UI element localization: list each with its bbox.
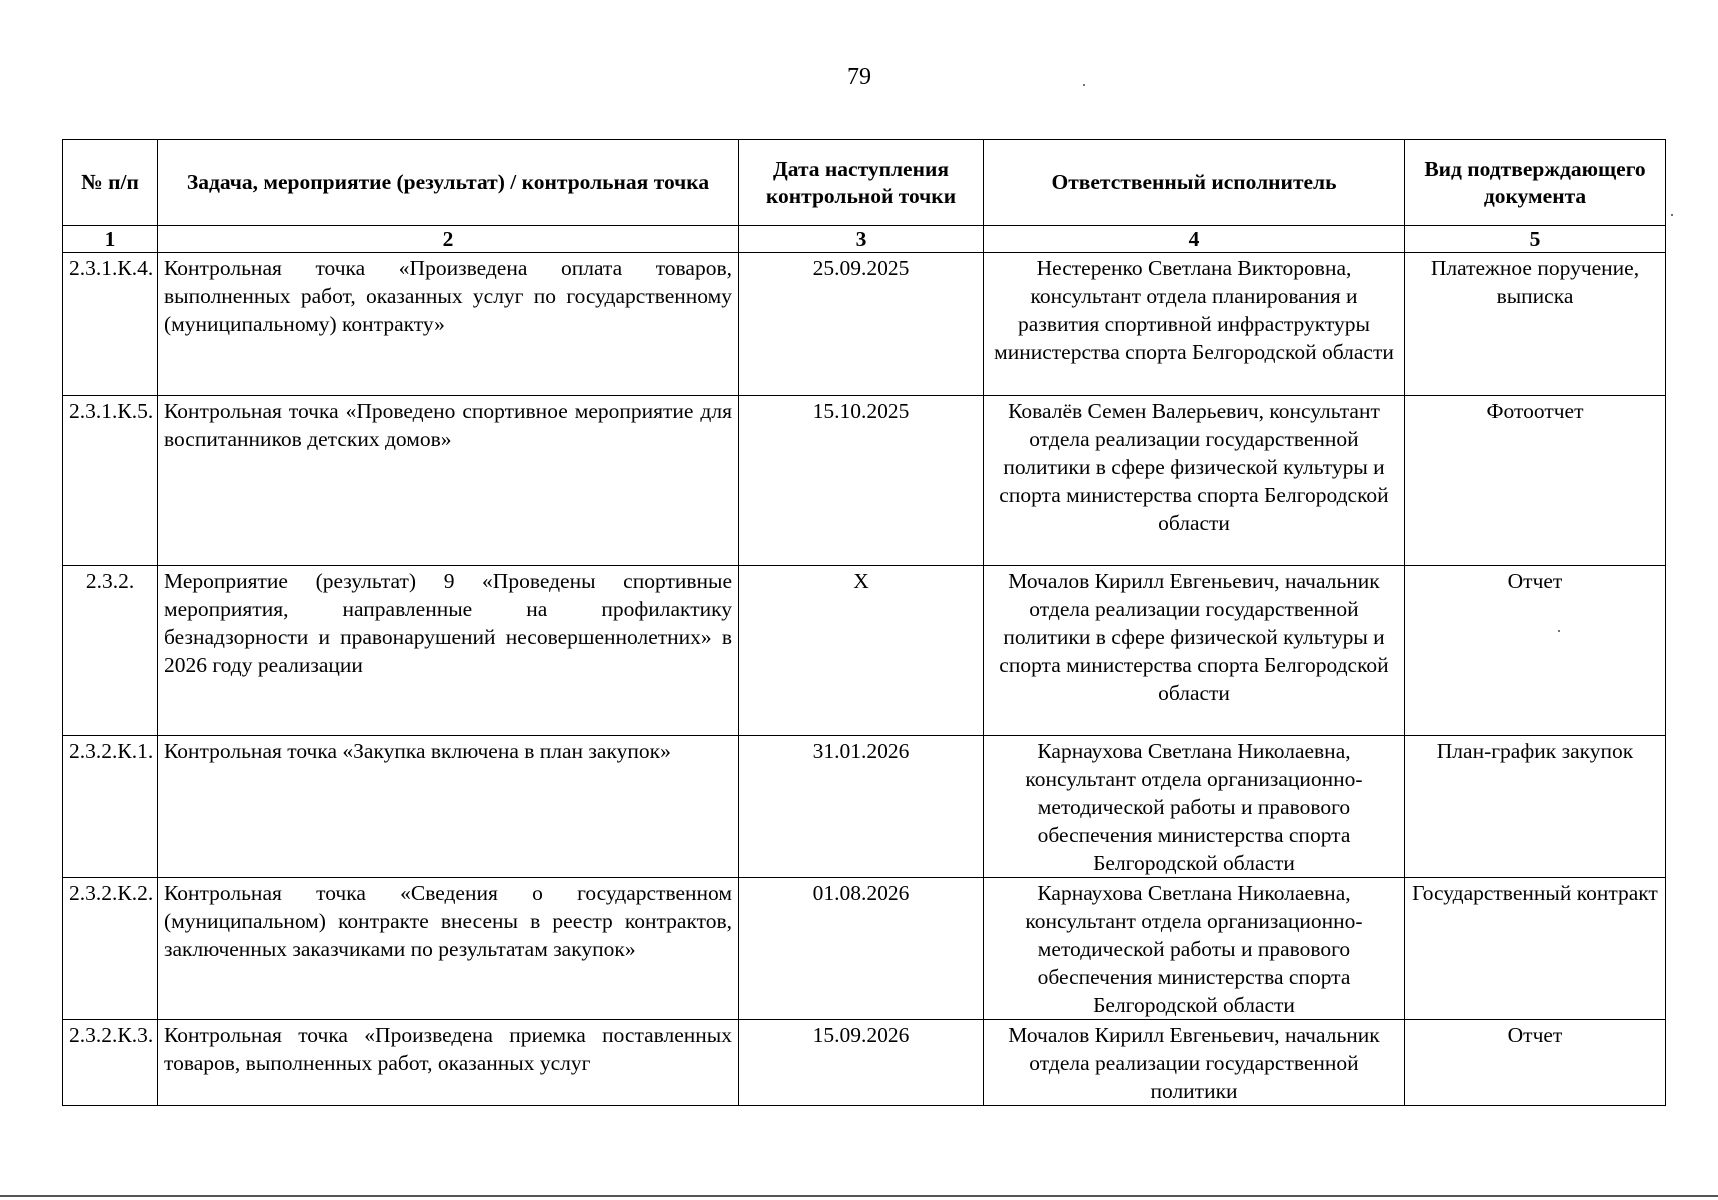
row-number: 2.3.2.К.2. [63, 878, 158, 1020]
page-number: 79 [847, 64, 871, 90]
header-row [63, 140, 1666, 226]
row-responsible: Ковалёв Семен Валерьевич, консультант отдела реализации государственной политики в сфере физической культуры и спорта министерства спорта Белгородской области [984, 396, 1405, 566]
row-number: 2.3.2.К.3. [63, 1020, 158, 1106]
row-date: 01.08.2026 [739, 878, 984, 1020]
column-number: 5 [1405, 226, 1666, 253]
table-row [63, 566, 1666, 736]
table-row [63, 736, 1666, 878]
row-date: 15.10.2025 [739, 396, 984, 566]
header-date: Дата наступления контрольной точки [739, 140, 984, 226]
row-task: Контрольная точка «Произведена оплата товаров, выполненных работ, оказанных услуг по государственному (муниципальному) контракту» [158, 253, 739, 396]
header-doc-type: Вид подтверждающего документа [1405, 140, 1666, 226]
row-task: Мероприятие (результат) 9 «Проведены спортивные мероприятия, направленные на профилактику безнадзорности и правонарушений несовершеннолетних» в 2026 году реализации [158, 566, 739, 736]
table-row [63, 253, 1666, 396]
row-number: 2.3.2.К.1. [63, 736, 158, 878]
column-number-row [63, 226, 1666, 253]
column-number: 3 [739, 226, 984, 253]
table-row [63, 396, 1666, 566]
scan-speck [1083, 84, 1085, 86]
row-responsible: Мочалов Кирилл Евгеньевич, начальник отдела реализации государственной политики [984, 1020, 1405, 1106]
row-responsible: Мочалов Кирилл Евгеньевич, начальник отдела реализации государственной политики в сфере физической культуры и спорта министерства спорта Белгородской области [984, 566, 1405, 736]
row-task: Контрольная точка «Проведено спортивное мероприятие для воспитанников детских домов» [158, 396, 739, 566]
row-date: 15.09.2026 [739, 1020, 984, 1106]
row-task: Контрольная точка «Закупка включена в план закупок» [158, 736, 739, 878]
row-doc-type: Фотоотчет [1405, 396, 1666, 566]
row-number: 2.3.1.К.4. [63, 253, 158, 396]
row-responsible: Карнаухова Светлана Николаевна, консультант отдела организационно-методической работы и правового обеспечения министерства спорта Белгородской области [984, 878, 1405, 1020]
row-date: Х [739, 566, 984, 736]
table-row [63, 1020, 1666, 1106]
column-number: 4 [984, 226, 1405, 253]
header-task: Задача, мероприятие (результат) / контрольная точка [158, 140, 739, 226]
table-row [63, 878, 1666, 1020]
row-doc-type: План-график закупок [1405, 736, 1666, 878]
scan-bottom-edge [0, 1195, 1718, 1197]
header-responsible: Ответственный исполнитель [984, 140, 1405, 226]
column-number: 2 [158, 226, 739, 253]
row-date: 25.09.2025 [739, 253, 984, 396]
control-points-table [62, 139, 1666, 1106]
row-task: Контрольная точка «Сведения о государственном (муниципальном) контракте внесены в реестр контрактов, заключенных заказчиками по результатам закупок» [158, 878, 739, 1020]
scan-speck [1558, 630, 1560, 632]
header-num: № п/п [63, 140, 158, 226]
row-responsible: Карнаухова Светлана Николаевна, консультант отдела организационно-методической работы и правового обеспечения министерства спорта Белгородской области [984, 736, 1405, 878]
row-task: Контрольная точка «Произведена приемка поставленных товаров, выполненных работ, оказанных услуг [158, 1020, 739, 1106]
row-doc-type: Государственный контракт [1405, 878, 1666, 1020]
row-responsible: Нестеренко Светлана Викторовна, консультант отдела планирования и развития спортивной инфраструктуры министерства спорта Белгородской области [984, 253, 1405, 396]
row-date: 31.01.2026 [739, 736, 984, 878]
row-doc-type: Отчет [1405, 566, 1666, 736]
row-doc-type: Отчет [1405, 1020, 1666, 1106]
row-doc-type: Платежное поручение, выписка [1405, 253, 1666, 396]
row-number: 2.3.1.К.5. [63, 396, 158, 566]
row-number: 2.3.2. [63, 566, 158, 736]
scan-speck [1671, 214, 1673, 216]
column-number: 1 [63, 226, 158, 253]
